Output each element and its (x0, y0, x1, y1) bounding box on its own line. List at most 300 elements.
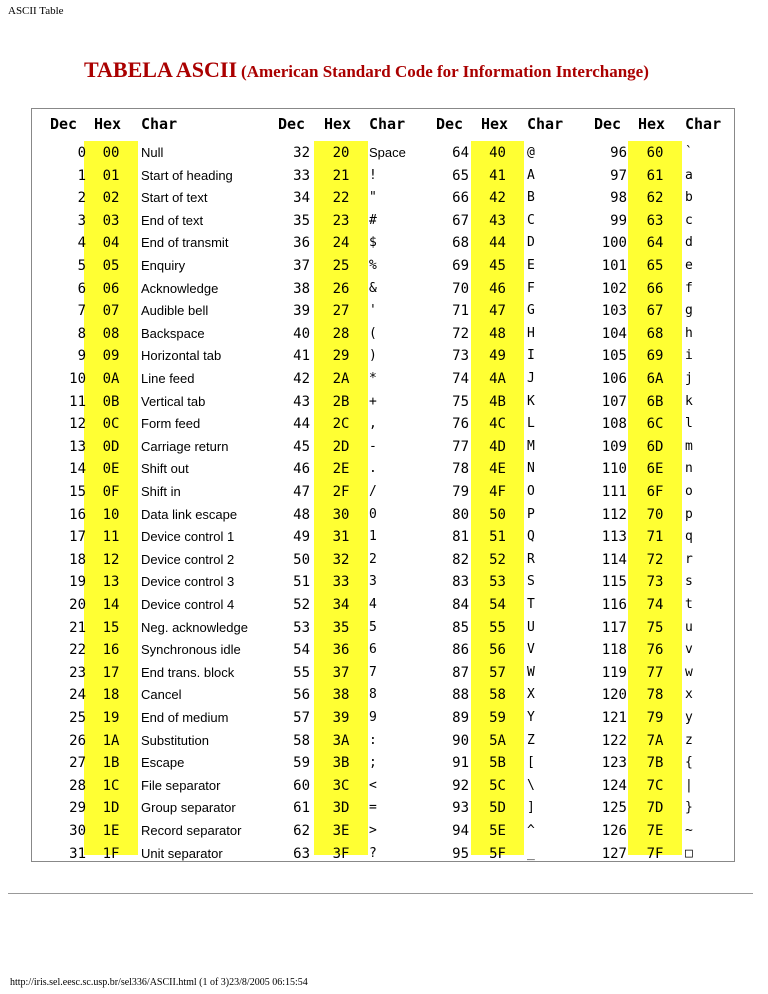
char-value: R (527, 551, 535, 567)
dec-value: 43 (293, 393, 310, 410)
char-value: □ (685, 845, 693, 861)
dec-value: 65 (452, 167, 469, 184)
dec-value: 64 (452, 145, 469, 161)
char-value: i (685, 348, 693, 364)
hex-value: 02 (102, 190, 120, 207)
char-value: Device control 2 (141, 551, 235, 567)
char-value: ' (369, 303, 377, 319)
hex-value: 58 (489, 687, 506, 704)
char-value: C (527, 212, 535, 228)
dec-value: 1 (77, 167, 86, 184)
char-value: a (685, 167, 693, 183)
char-value: ] (527, 800, 535, 816)
dec-value: 31 (69, 845, 86, 862)
dec-value: 29 (69, 800, 86, 817)
char-value: U (527, 619, 535, 635)
hex-value: 34 (332, 597, 350, 613)
char-value: 6 (369, 642, 377, 658)
hex-value: 01 (102, 167, 120, 184)
dec-value: 51 (293, 574, 310, 591)
hex-value: 48 (489, 325, 506, 342)
dec-value: 102 (601, 280, 627, 297)
dec-value: 25 (69, 710, 86, 726)
char-value: u (685, 619, 693, 635)
hex-value: 04 (102, 235, 120, 252)
dec-value: 74 (452, 371, 469, 387)
dec-value: 2 (77, 190, 86, 207)
header-char: Char (527, 115, 564, 133)
dec-value: 126 (601, 823, 627, 839)
char-value: > (369, 823, 377, 838)
char-value: < (369, 777, 377, 793)
hex-value: 54 (489, 597, 506, 613)
hex-value: 24 (332, 235, 350, 252)
hex-value: 5D (489, 800, 506, 817)
dec-value: 87 (452, 664, 469, 681)
title-main: TABELA ASCII (84, 57, 238, 82)
char-value: j (685, 371, 693, 386)
char-value: 3 (369, 574, 377, 590)
dec-value: 83 (452, 574, 469, 591)
hex-value: 21 (332, 167, 350, 184)
char-value: m (685, 438, 693, 454)
dec-value: 46 (293, 461, 310, 478)
hex-value: 73 (646, 574, 664, 591)
dec-value: 14 (69, 461, 86, 478)
hex-value: 3D (332, 800, 350, 817)
char-value: p (685, 506, 693, 522)
hex-value: 78 (646, 687, 664, 704)
char-value: q (685, 529, 693, 545)
dec-value: 105 (601, 348, 627, 365)
dec-value: 50 (293, 551, 310, 568)
dec-value: 72 (452, 325, 469, 342)
dec-value: 5 (77, 258, 86, 274)
dec-value: 10 (69, 371, 86, 387)
dec-value: 81 (452, 529, 469, 546)
dec-value: 53 (293, 619, 310, 636)
char-value: Q (527, 529, 535, 545)
char-value: e (685, 258, 693, 273)
dec-value: 111 (601, 484, 627, 500)
hex-value: 5A (489, 732, 506, 749)
hex-value: 10 (102, 506, 120, 523)
char-value: W (527, 664, 535, 680)
dec-value: 109 (601, 438, 627, 455)
header-char: Char (369, 115, 406, 133)
hex-value: 05 (102, 258, 120, 274)
dec-value: 110 (601, 461, 627, 478)
char-value: } (685, 800, 693, 816)
dec-value: 73 (452, 348, 469, 365)
char-value: Neg. acknowledge (141, 619, 248, 635)
dec-value: 115 (601, 574, 627, 591)
dec-value: 44 (293, 416, 310, 433)
char-value: 0 (369, 506, 377, 522)
header-dec: Dec (50, 115, 78, 133)
dec-value: 124 (601, 777, 627, 794)
hex-value: 63 (646, 212, 664, 229)
char-value: 4 (369, 597, 377, 612)
hex-value: 6C (646, 416, 664, 433)
hex-value: 46 (489, 280, 506, 297)
char-value: End trans. block (141, 664, 235, 680)
dec-value: 127 (601, 845, 627, 862)
header-hex: Hex (324, 115, 352, 133)
dec-value: 119 (601, 664, 627, 681)
dec-value: 91 (452, 755, 469, 772)
hex-value: 32 (332, 551, 350, 568)
char-value: End of transmit (141, 235, 229, 251)
dec-value: 4 (77, 235, 86, 252)
dec-value: 37 (293, 258, 310, 274)
hex-value: 33 (332, 574, 350, 591)
hex-value: 37 (332, 664, 350, 681)
hex-value: 77 (646, 664, 664, 681)
hex-value: 42 (489, 190, 506, 207)
dec-value: 8 (77, 325, 86, 342)
dec-value: 101 (601, 258, 627, 274)
header-hex: Hex (481, 115, 509, 133)
hex-value: 40 (489, 145, 506, 161)
hex-value: 4D (489, 438, 506, 455)
char-value: P (527, 506, 535, 522)
dec-value: 52 (293, 597, 310, 613)
dec-value: 85 (452, 619, 469, 636)
dec-value: 93 (452, 800, 469, 817)
char-value: Unit separator (141, 845, 223, 861)
header-hex: Hex (638, 115, 666, 133)
dec-value: 117 (601, 619, 627, 636)
hex-value: 6D (646, 438, 664, 455)
dec-value: 40 (293, 325, 310, 342)
char-value: G (527, 303, 535, 319)
hex-value: 5B (489, 755, 506, 772)
hex-value: 30 (332, 506, 350, 523)
hex-value: 79 (646, 710, 664, 726)
dec-value: 57 (293, 710, 310, 726)
dec-value: 27 (69, 755, 86, 772)
char-value: Carriage return (141, 438, 229, 454)
hex-value: 5C (489, 777, 506, 794)
hex-value: 3C (332, 777, 350, 794)
dec-value: 66 (452, 190, 469, 207)
dec-value: 92 (452, 777, 469, 794)
char-value: n (685, 461, 693, 477)
hex-value: 15 (102, 619, 120, 636)
char-value: Escape (141, 755, 185, 771)
hex-value: 08 (102, 325, 120, 342)
dec-value: 60 (293, 777, 310, 794)
char-value: Form feed (141, 416, 201, 432)
hex-value: 56 (489, 642, 506, 659)
dec-value: 118 (601, 642, 627, 659)
hex-value: 2A (332, 371, 350, 387)
footer-divider (8, 893, 753, 894)
dec-value: 12 (69, 416, 86, 433)
dec-value: 33 (293, 167, 310, 184)
char-value: * (369, 371, 377, 386)
char-value: O (527, 484, 535, 499)
hex-value: 19 (102, 710, 120, 726)
hex-value: 7D (646, 800, 664, 817)
dec-value: 70 (452, 280, 469, 297)
char-value: Z (527, 732, 535, 748)
char-value: X (527, 687, 535, 703)
hex-value: 6A (646, 371, 664, 387)
hex-value: 4E (489, 461, 506, 478)
char-value: Device control 3 (141, 574, 235, 590)
char-value: Vertical tab (141, 393, 206, 409)
dec-value: 122 (601, 732, 627, 749)
hex-value: 70 (646, 506, 664, 523)
hex-value: 39 (332, 710, 350, 726)
dec-value: 78 (452, 461, 469, 478)
char-value: Y (527, 710, 535, 725)
hex-value: 49 (489, 348, 506, 365)
hex-value: 31 (332, 529, 350, 546)
hex-value: 36 (332, 642, 350, 659)
hex-value: 4B (489, 393, 506, 410)
dec-value: 89 (452, 710, 469, 726)
dec-value: 11 (69, 393, 86, 410)
char-value: Device control 1 (141, 529, 235, 545)
dec-value: 56 (293, 687, 310, 704)
char-value: 1 (369, 529, 377, 545)
header-dec: Dec (594, 115, 622, 133)
char-value: ) (369, 348, 377, 364)
char-value: S (527, 574, 535, 590)
dec-value: 32 (293, 145, 310, 161)
dec-value: 77 (452, 438, 469, 455)
hex-value: 7A (646, 732, 664, 749)
hex-value: 06 (102, 280, 120, 297)
char-value: ^ (527, 823, 535, 838)
char-value: k (685, 393, 693, 409)
dec-value: 42 (293, 371, 310, 387)
dec-value: 71 (452, 303, 469, 320)
header-hex: Hex (94, 115, 122, 133)
dec-value: 39 (293, 303, 310, 320)
dec-value: 36 (293, 235, 310, 252)
char-value: J (527, 371, 535, 386)
char-value: File separator (141, 777, 221, 793)
char-value: o (685, 484, 693, 499)
char-value: 9 (369, 710, 377, 725)
char-value: & (369, 280, 377, 296)
dec-value: 106 (601, 371, 627, 387)
char-value: A (527, 167, 535, 183)
hex-value: 2E (332, 461, 350, 478)
hex-value: 09 (102, 348, 120, 365)
hex-value: 0F (102, 484, 120, 500)
char-value: F (527, 280, 535, 296)
hex-value: 65 (646, 258, 664, 274)
hex-value: 57 (489, 664, 506, 681)
char-value: Data link escape (141, 506, 238, 522)
char-value: N (527, 461, 535, 477)
char-value: x (685, 687, 693, 703)
dec-value: 55 (293, 664, 310, 681)
char-value: ? (369, 845, 377, 861)
char-value: Cancel (141, 687, 182, 703)
char-value: Line feed (141, 371, 195, 386)
char-value: B (527, 190, 535, 206)
char-value: I (527, 348, 535, 364)
hex-value: 66 (646, 280, 664, 297)
char-value: Backspace (141, 325, 205, 341)
dec-value: 13 (69, 438, 86, 455)
dec-value: 121 (601, 710, 627, 726)
dec-value: 96 (610, 145, 627, 161)
char-value: : (369, 732, 377, 748)
hex-value: 76 (646, 642, 664, 659)
hex-value: 03 (102, 212, 120, 229)
hex-value: 29 (332, 348, 350, 365)
hex-value: 62 (646, 190, 664, 207)
dec-value: 123 (601, 755, 627, 772)
dec-value: 17 (69, 529, 86, 546)
hex-value: 67 (646, 303, 664, 320)
hex-value: 5F (489, 845, 506, 862)
dec-value: 94 (452, 823, 469, 839)
dec-value: 90 (452, 732, 469, 749)
hex-value: 44 (489, 235, 506, 252)
hex-value: 0C (102, 416, 120, 433)
hex-value: 4A (489, 371, 506, 387)
char-value: h (685, 325, 693, 341)
hex-value: 5E (489, 823, 506, 839)
char-value: $ (369, 235, 377, 251)
char-value: - (369, 438, 377, 454)
dec-value: 68 (452, 235, 469, 252)
hex-value: 55 (489, 619, 506, 636)
dec-value: 21 (69, 619, 86, 636)
dec-value: 26 (69, 732, 86, 749)
dec-value: 99 (610, 212, 627, 229)
hex-value: 72 (646, 551, 664, 568)
dec-value: 16 (69, 506, 86, 523)
ascii-table (31, 108, 735, 862)
hex-value: 3E (332, 823, 350, 839)
header-dec: Dec (436, 115, 464, 133)
hex-value: 3B (332, 755, 350, 772)
char-value: L (527, 416, 535, 432)
char-value: \ (527, 777, 535, 793)
char-value: E (527, 258, 535, 273)
hex-value: 2C (332, 416, 350, 433)
char-value: ; (369, 755, 377, 771)
hex-value: 7B (646, 755, 664, 772)
hex-value: 2B (332, 393, 350, 410)
hex-value: 26 (332, 280, 350, 297)
char-value: z (685, 732, 693, 748)
char-value: Null (141, 145, 164, 160)
hex-value: 1F (102, 845, 120, 862)
hex-value: 23 (332, 212, 350, 229)
char-value: f (685, 280, 693, 296)
hex-value: 45 (489, 258, 506, 274)
dec-value: 49 (293, 529, 310, 546)
dec-value: 88 (452, 687, 469, 704)
dec-value: 86 (452, 642, 469, 659)
char-value: % (369, 258, 377, 273)
dec-value: 47 (293, 484, 310, 500)
dec-value: 19 (69, 574, 86, 591)
hex-value: 61 (646, 167, 664, 184)
hex-value: 20 (332, 145, 350, 161)
dec-value: 23 (69, 664, 86, 681)
hex-value: 11 (102, 529, 120, 546)
dec-value: 6 (77, 280, 86, 297)
hex-value: 16 (102, 642, 120, 659)
header-char: Char (141, 115, 178, 133)
dec-value: 45 (293, 438, 310, 455)
dec-value: 54 (293, 642, 310, 659)
dec-value: 35 (293, 212, 310, 229)
dec-value: 15 (69, 484, 86, 500)
hex-value: 1A (102, 732, 120, 749)
hex-value: 2F (332, 484, 350, 500)
dec-value: 41 (293, 348, 310, 365)
hex-value: 35 (332, 619, 350, 636)
char-value: _ (527, 845, 535, 861)
char-value: + (369, 393, 377, 409)
hex-value: 6E (646, 461, 664, 478)
hex-value: 52 (489, 551, 506, 568)
char-value: K (527, 393, 535, 409)
hex-value: 17 (102, 664, 120, 681)
hex-value: 7C (646, 777, 664, 794)
hex-value: 38 (332, 687, 350, 704)
char-value: Start of text (141, 190, 208, 206)
hex-value: 75 (646, 619, 664, 636)
dec-value: 24 (69, 687, 86, 704)
char-value: l (685, 416, 693, 432)
dec-value: 97 (610, 167, 627, 184)
hex-value: 53 (489, 574, 506, 591)
dec-value: 112 (601, 506, 627, 523)
dec-value: 82 (452, 551, 469, 568)
hex-value: 2D (332, 438, 350, 455)
dec-value: 100 (601, 235, 627, 252)
hex-value: 25 (332, 258, 350, 274)
hex-value: 0D (102, 438, 120, 455)
char-value: b (685, 190, 693, 206)
dec-value: 63 (293, 845, 310, 862)
char-value: H (527, 325, 535, 341)
char-value: d (685, 235, 693, 251)
hex-value: 14 (102, 597, 120, 613)
char-value: , (369, 416, 377, 432)
dec-value: 38 (293, 280, 310, 297)
hex-value: 51 (489, 529, 506, 546)
dec-value: 59 (293, 755, 310, 772)
hex-value: 28 (332, 325, 350, 342)
hex-value: 0B (102, 393, 120, 410)
hex-value: 50 (489, 506, 506, 523)
char-value: Synchronous idle (141, 642, 241, 658)
dec-value: 62 (293, 823, 310, 839)
char-value: r (685, 551, 693, 567)
char-value: 7 (369, 664, 377, 680)
dec-value: 22 (69, 642, 86, 659)
char-value: # (369, 212, 377, 228)
hex-value: 27 (332, 303, 350, 320)
char-value: Substitution (141, 732, 209, 748)
hex-value: 71 (646, 529, 664, 546)
hex-value: 4C (489, 416, 506, 433)
